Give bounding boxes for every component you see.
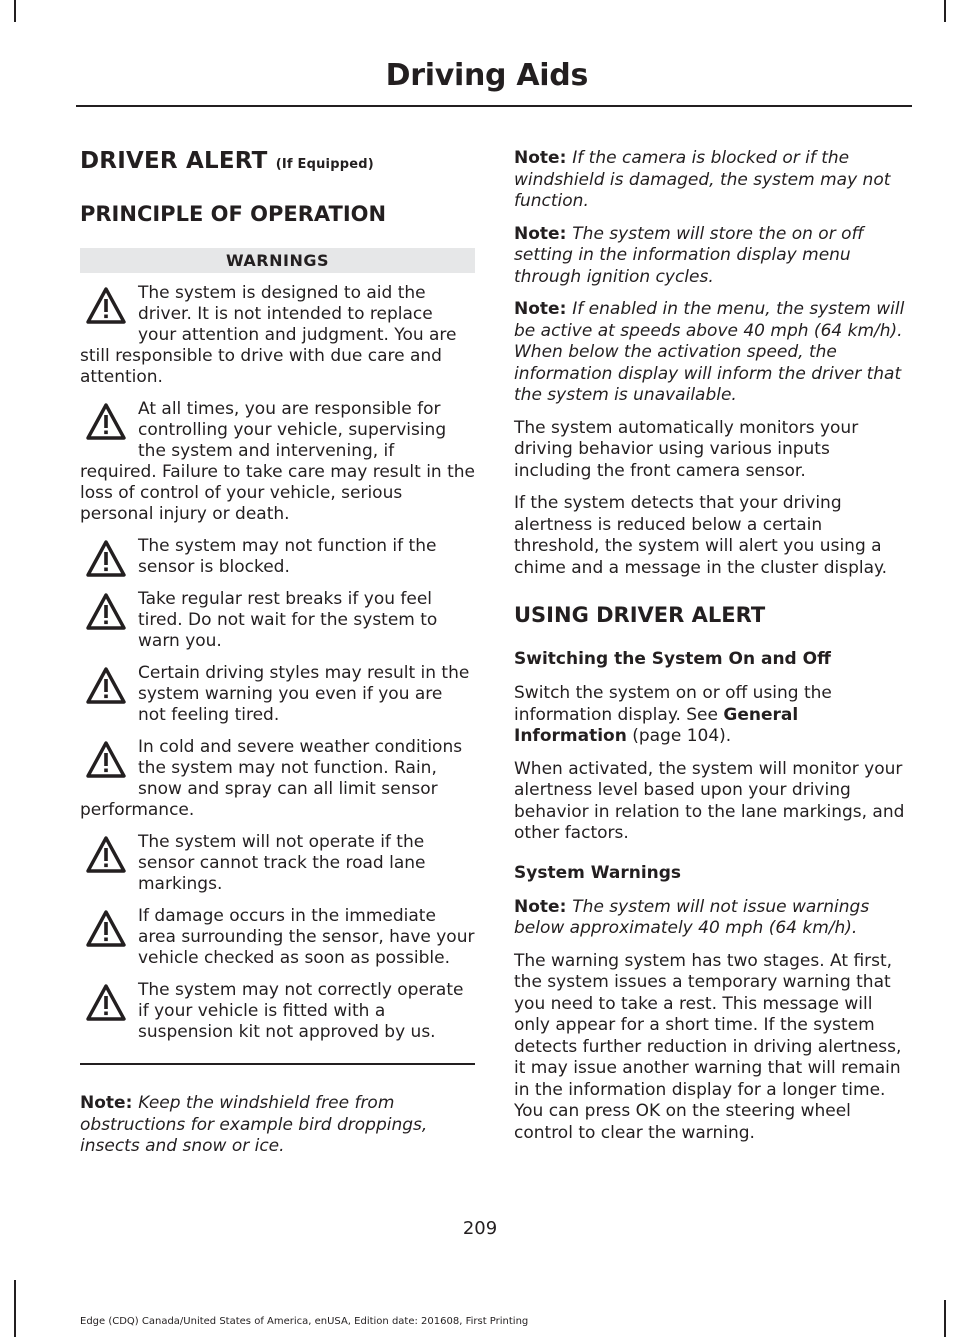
warning-triangle-icon bbox=[86, 741, 130, 781]
note-label: Note: bbox=[514, 896, 573, 917]
header-divider bbox=[76, 105, 912, 107]
section-heading: USING DRIVER ALERT bbox=[514, 603, 766, 627]
warning-text: The system may not function if the sensor is blocked. bbox=[138, 536, 437, 577]
note-label: Note: bbox=[514, 299, 573, 319]
paragraph bbox=[514, 683, 909, 748]
paragraph: The warning system has two stages. At first, the system issues a temporary warning that you need to take a rest. This message will only appear for a short time. If the system detects further reduction in driving alertness, it may issue another warning that will remain in the information display for a longer time. You can press OK on the steering wheel control to clear the warning. bbox=[514, 950, 902, 1143]
note-label: Note: bbox=[514, 223, 573, 244]
warning-list bbox=[80, 283, 475, 1043]
page-number: 209 bbox=[462, 1218, 498, 1239]
note bbox=[514, 897, 909, 940]
crop-mark bbox=[14, 0, 16, 22]
warning-item bbox=[80, 906, 475, 969]
warning-triangle-icon bbox=[86, 836, 130, 876]
note-text: Keep the windshield free from obstructions for example bird droppings, insects and snow or ice. bbox=[80, 1093, 428, 1156]
warning-text: The system may not correctly operate if your vehicle is fitted with a suspension kit not approved by us. bbox=[138, 980, 464, 1042]
note-label: Note: bbox=[80, 1093, 139, 1113]
warning-item bbox=[80, 283, 475, 388]
page-title bbox=[80, 148, 475, 174]
note bbox=[514, 224, 909, 289]
section-title: Driving Aids bbox=[385, 58, 588, 93]
warning-triangle-icon bbox=[86, 403, 130, 443]
warning-item bbox=[80, 536, 475, 578]
note-text: The system will store the on or off setting in the information display menu through ignition cycles. bbox=[514, 223, 864, 287]
left-column bbox=[80, 148, 475, 1169]
warning-text: The system is designed to aid the driver. It is not intended to replace your attention and judgment. You are still responsible to drive with due care and attention. bbox=[80, 283, 457, 387]
warning-text: Certain driving styles may result in the system warning you even if you are not feeling tired. bbox=[138, 663, 470, 725]
warning-text: In cold and severe weather conditions the system may not function. Rain, snow and spray can all limit sensor performance. bbox=[80, 737, 463, 820]
switch-text: Switch the system on or off using the information display. See bbox=[514, 683, 832, 725]
paragraph: When activated, the system will monitor your alertness level based upon your driving behavior in relation to the lane markings, and other factors. bbox=[514, 758, 905, 843]
warning-text: At all times, you are responsible for controlling your vehicle, supervising the system and intervening, if required. Failure to take care may result in the loss of control of your vehicle, serious personal injury or death. bbox=[80, 399, 476, 524]
warning-text: The system will not operate if the sensor cannot track the road lane markings. bbox=[138, 832, 426, 894]
crop-mark bbox=[14, 1280, 16, 1337]
cross-reference-link[interactable]: General Information bbox=[514, 704, 799, 746]
warning-item bbox=[80, 832, 475, 895]
note-label: Note: bbox=[514, 148, 573, 168]
warning-triangle-icon bbox=[86, 667, 130, 707]
note-text: If the camera is blocked or if the windshield is damaged, the system may not function. bbox=[514, 148, 891, 211]
note-text: If enabled in the menu, the system will be active at speeds above 40 mph (64 km/h). When below the activation speed, the information display will inform the driver that the system is unavailable. bbox=[514, 299, 905, 405]
page-reference: (page 104). bbox=[626, 726, 732, 746]
note-text: The system will not issue warnings below approximately 40 mph (64 km/h). bbox=[514, 896, 870, 938]
note bbox=[80, 1093, 475, 1158]
warning-triangle-icon bbox=[86, 287, 130, 327]
subsection-heading: Switching the System On and Off bbox=[514, 649, 831, 669]
warnings-header: WARNINGS bbox=[80, 248, 475, 273]
warning-item bbox=[80, 980, 475, 1043]
warning-triangle-icon bbox=[86, 910, 130, 950]
title-text: DRIVER ALERT bbox=[80, 148, 268, 174]
warning-item bbox=[80, 589, 475, 652]
right-column bbox=[514, 148, 909, 1155]
warning-item bbox=[80, 399, 475, 525]
warning-triangle-icon bbox=[86, 540, 130, 580]
paragraph: If the system detects that your driving alertness is reduced below a certain threshold, the system will alert you using a chime and a message in the cluster display. bbox=[514, 493, 888, 578]
warning-item bbox=[80, 663, 475, 726]
warning-triangle-icon bbox=[86, 593, 130, 633]
note bbox=[514, 299, 909, 407]
subsection-heading: System Warnings bbox=[514, 862, 682, 883]
warning-text: If damage occurs in the immediate area surrounding the sensor, have your vehicle checked as soon as possible. bbox=[138, 906, 475, 968]
warning-text: Take regular rest breaks if you feel tired. Do not wait for the system to warn you. bbox=[138, 589, 438, 651]
note bbox=[514, 148, 909, 213]
warnings-end-divider bbox=[80, 1063, 475, 1065]
footer: Edge (CDQ) Canada/United States of America, enUSA, Edition date: 201608, First Printing bbox=[80, 1316, 529, 1327]
crop-mark bbox=[944, 0, 946, 22]
paragraph: The system automatically monitors your driving behavior using various inputs including the front camera sensor. bbox=[514, 417, 859, 481]
crop-mark bbox=[944, 1300, 946, 1337]
warning-triangle-icon bbox=[86, 984, 130, 1024]
subtitle: PRINCIPLE OF OPERATION bbox=[80, 202, 387, 226]
warning-item bbox=[80, 737, 475, 821]
title-suffix: (If Equipped) bbox=[275, 157, 374, 172]
